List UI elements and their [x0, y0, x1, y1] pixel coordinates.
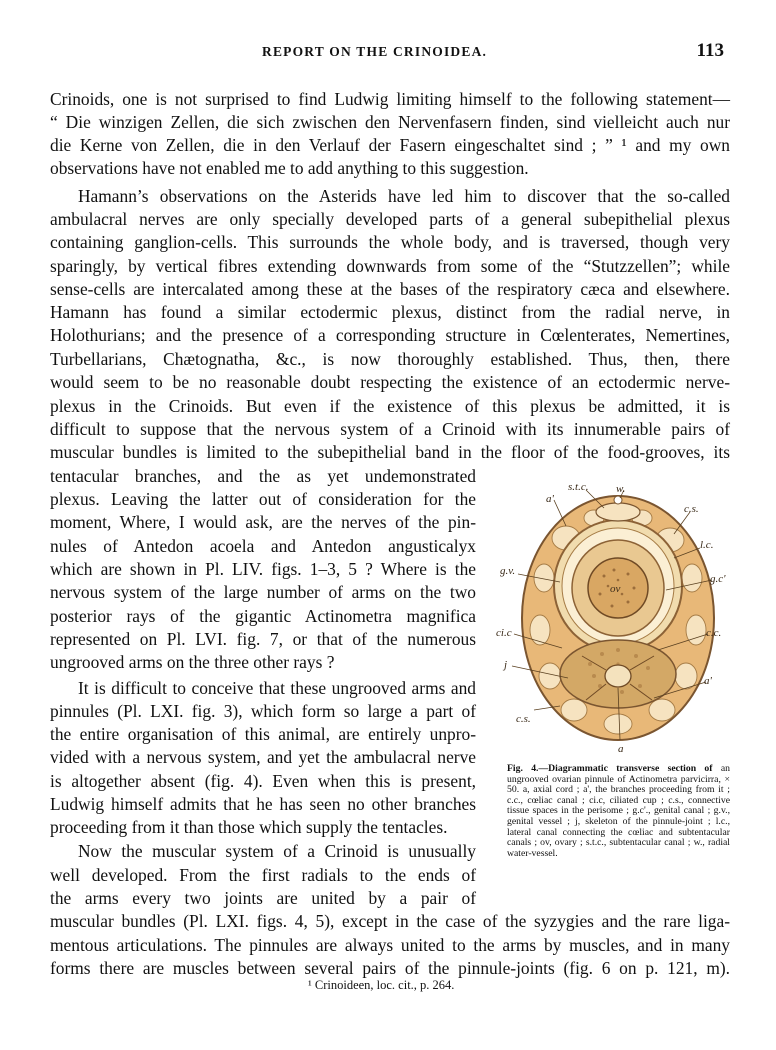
text-line: containing ganglion-cells. This surrounds the whole body, and is traversed, though very	[50, 232, 730, 252]
axial-cord	[605, 665, 631, 687]
label-cc: c.c.	[706, 627, 722, 639]
figure-caption	[507, 764, 730, 859]
text-line: Crinoids, one is not surprised to find Ludwig limiting himself to the following statement—	[50, 89, 730, 109]
caption-title: Fig. 4.—Diagrammatic transverse section of	[507, 763, 713, 774]
text-line: vided with a nervous system, and yet the ambulacral nerve	[50, 747, 476, 767]
label-a: a	[618, 743, 624, 755]
text-line: proceeding from it than those which supply the tentacles.	[50, 817, 448, 837]
text-line: die Kerne von Zellen, die in den Verlauf der Fasern eingeschaltet sind ; ” ¹ and my own	[50, 135, 730, 155]
text-line: Now the muscular system of a Crinoid is unusually	[78, 841, 476, 861]
label-w: w.	[616, 483, 626, 495]
text-line: mentous articulations. The pinnules are always united to the arms by muscles, and in many	[50, 935, 730, 955]
text-line: would seem to be no reasonable doubt respecting the existence of an ectodermic nerve-	[50, 372, 730, 392]
text-line: plexus in the Crinoids. But even if the existence of this plexus be admitted, it is	[50, 396, 730, 416]
label-cic: ci.c	[496, 627, 512, 639]
text-line: posterior rays of the gigantic Actinometra magnifica	[50, 606, 476, 626]
page-number: 113	[696, 40, 724, 61]
text-line: represented on Pl. LVI. fig. 7, or that of the numerous	[50, 629, 476, 649]
text-line: Ludwig himself admits that he has seen no other branches	[50, 794, 476, 814]
label-a-prime-right: a'	[704, 675, 712, 687]
label-stc: s.t.c.	[568, 481, 589, 493]
text-line: plexus. Leaving the latter out of consideration for the	[50, 489, 476, 509]
text-line: It is difficult to conceive that these ungrooved arms and	[78, 678, 476, 698]
text-line: Hamann has found a similar ectodermic plexus, distinct from the radial nerve, in	[50, 302, 730, 322]
text-line: sparingly, by vertical fibres extending downwards from some of the “Stutzzellen”; while	[50, 256, 730, 276]
label-gc: g.c'	[710, 573, 726, 585]
label-gv: g.v.	[500, 565, 516, 577]
text-line: the arms every two joints are united by a pair of	[50, 888, 476, 908]
text-line: pinnules (Pl. LXI. fig. 3), which form so large a part of	[50, 701, 476, 721]
text-line: observations have not enabled me to add anything to this suggestion.	[50, 158, 529, 178]
text-line: muscular bundles is limited to the subepithelial band in the floor of the food-grooves, its	[50, 442, 730, 462]
subtentacular-canal	[596, 503, 640, 521]
text-line: nervous system of the large number of arms on the two	[50, 582, 476, 602]
footnote: ¹ Crinoideen, loc. cit., p. 264.	[308, 978, 455, 992]
label-a-prime-top: a'	[546, 493, 554, 505]
text-line: ungrooved arms on the three other rays ?	[50, 652, 335, 672]
text-line: which are shown in Pl. LIV. figs. 1–3, 5 ? Where is the	[50, 559, 476, 579]
text-line: Turbellarians, Chætognatha, &c., is now thoroughly established. Thus, then, there	[50, 349, 730, 369]
label-j: j	[504, 659, 508, 671]
text-line: difficult to suppose that the nervous system of a Crinoid with its innumerable pairs of	[50, 419, 730, 439]
label-cs-top: c.s.	[684, 503, 699, 515]
text-line: muscular bundles (Pl. LXI. figs. 4, 5), except in the case of the syzygies and the rare liga-	[50, 911, 730, 931]
text-line: moment, Where, I would ask, are the nerves of the pin-	[50, 512, 476, 532]
text-line: well developed. From the first radials to the ends of	[50, 865, 476, 885]
text-line: sense-cells are intercalated among these at the bases of the respiratory cæca and elsewhere.	[50, 279, 730, 299]
text-line: nules of Antedon acoela and Antedon angusticalyx	[50, 536, 476, 556]
text-line: “ Die winzigen Zellen, die sich zwischen den Nervenfasern finden, sind vielleicht auch nur	[50, 112, 730, 132]
caption-text: an ungrooved ovarian pinnule of Actinometra parvicirra, × 50. a, axial cord ; a', the branches proceeding from it ; c.c., cœliac canal ; ci.c, ciliated cup ; c.s., connective tissue spaces in the perisome ; g.c'., genital canal ; g.v., genital vessel ; j, skeleton of the pinnule-joint ; l.c., lateral canal connecting the cœliac and subtentacular canals ; ov, ovary ; s.t.c., subtentacular canal ; w., radial water-vessel.	[507, 763, 731, 859]
text-line: Holothurians; and the presence of a corresponding structure in Cœlenterates, Nemertines,	[50, 325, 730, 345]
label-lc: l.c.	[700, 539, 714, 551]
text-line: is altogether absent (fig. 4). Even when this is present,	[50, 771, 476, 791]
text-line: the entire organisation of this animal, are entirely unpro-	[50, 724, 476, 744]
label-ov: ov	[610, 583, 621, 595]
label-cs-bottom: c.s.	[516, 713, 531, 725]
running-header	[0, 40, 776, 70]
text-line: Hamann’s observations on the Asterids have led him to discover that the so-called	[78, 186, 730, 206]
figure-4-pinnule-section	[494, 478, 734, 756]
text-line: ambulacral nerves are only specially developed parts of a general subepithelial plexus	[50, 209, 730, 229]
running-title: REPORT ON THE CRINOIDEA.	[262, 44, 488, 59]
text-line: tentacular branches, and the as yet undemonstrated	[50, 466, 476, 486]
text-line: forms there are muscles between several pairs of the pinnule-joints (fig. 6 on p. 121, m).	[50, 958, 730, 978]
